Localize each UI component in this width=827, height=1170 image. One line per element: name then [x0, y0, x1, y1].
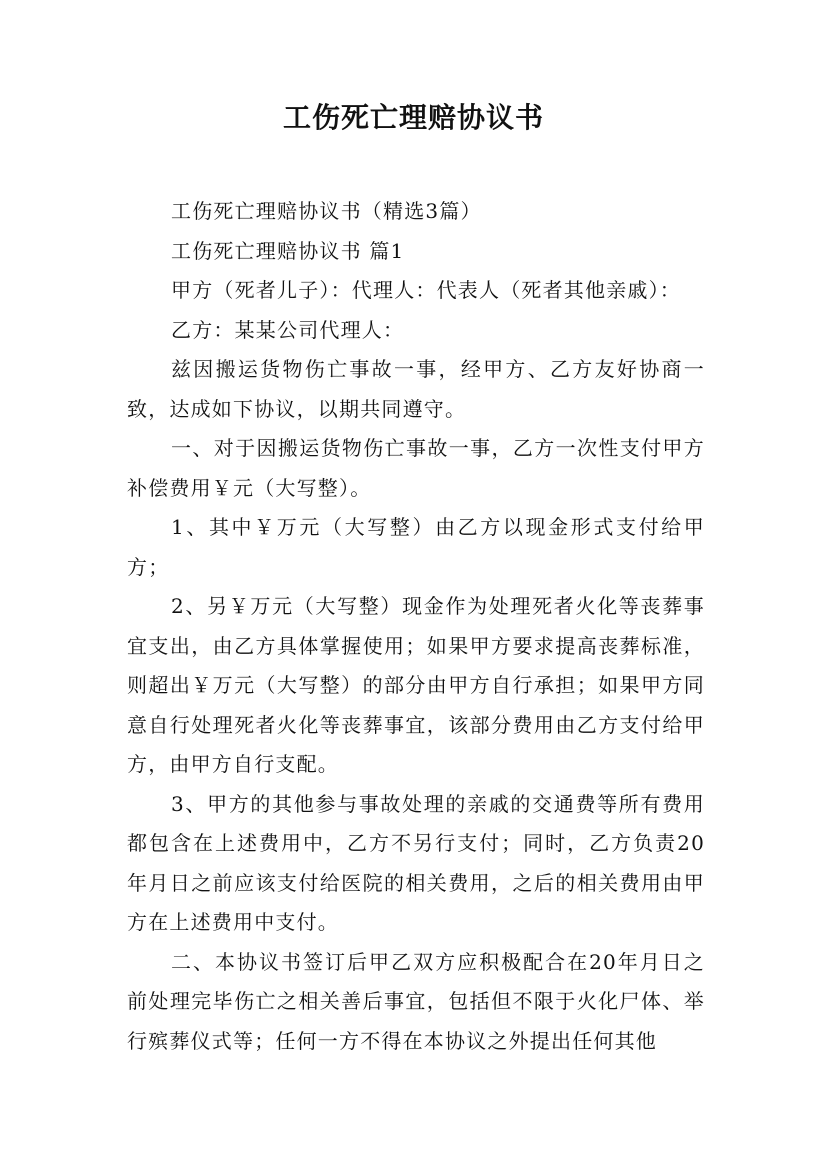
paragraph-clause-1-item-3: 3、甲方的其他参与事故处理的亲戚的交通费等所有费用都包含在上述费用中，乙方不另行支付；同时，乙方负责20年月日之前应该支付给医院的相关费用，之后的相关费用由甲方在上述费用中支付。	[127, 791, 705, 934]
paragraph-party-b: 乙方：某某公司代理人：	[171, 317, 405, 342]
paragraph-party-a: 甲方（死者儿子）：代理人：代表人（死者其他亲戚）：	[171, 278, 681, 302]
paragraph-clause-1-item-2: 2、另￥万元（大写整）现金作为处理死者火化等丧葬事宜支出，由乙方具体掌握使用；如果甲方要求提高丧葬标准，则超出￥万元（大写整）的部分由甲方自行承担；如果甲方同意自行处理死者火化等丧葬事宜，该部分费用由乙方支付给甲方，由甲方自行支配。	[127, 594, 705, 776]
document-body	[127, 192, 705, 1061]
paragraph-clause-2: 二、本协议书签订后甲乙双方应积极配合在20年月日之前处理完毕伤亡之相关善后事宜，包括但不限于火化尸体、举行殡葬仪式等；任何一方不得在本协议之外提出任何其他	[127, 949, 705, 1053]
paragraph-section-heading: 工伤死亡理赔协议书 篇1	[171, 238, 405, 263]
paragraph-clause-1-item-1: 1、其中￥万元（大写整）由乙方以现金形式支付给甲方；	[127, 515, 705, 579]
document-title: 工伤死亡理赔协议书	[282, 101, 544, 134]
paragraph-clause-1: 一、对于因搬运货物伤亡事故一事，乙方一次性支付甲方补偿费用￥元（大写整）。	[127, 436, 705, 500]
paragraph-subtitle: 工伤死亡理赔协议书（精选3篇）	[171, 199, 482, 223]
paragraph-preamble: 兹因搬运货物伤亡事故一事，经甲方、乙方友好协商一致，达成如下协议，以期共同遵守。	[127, 357, 705, 421]
